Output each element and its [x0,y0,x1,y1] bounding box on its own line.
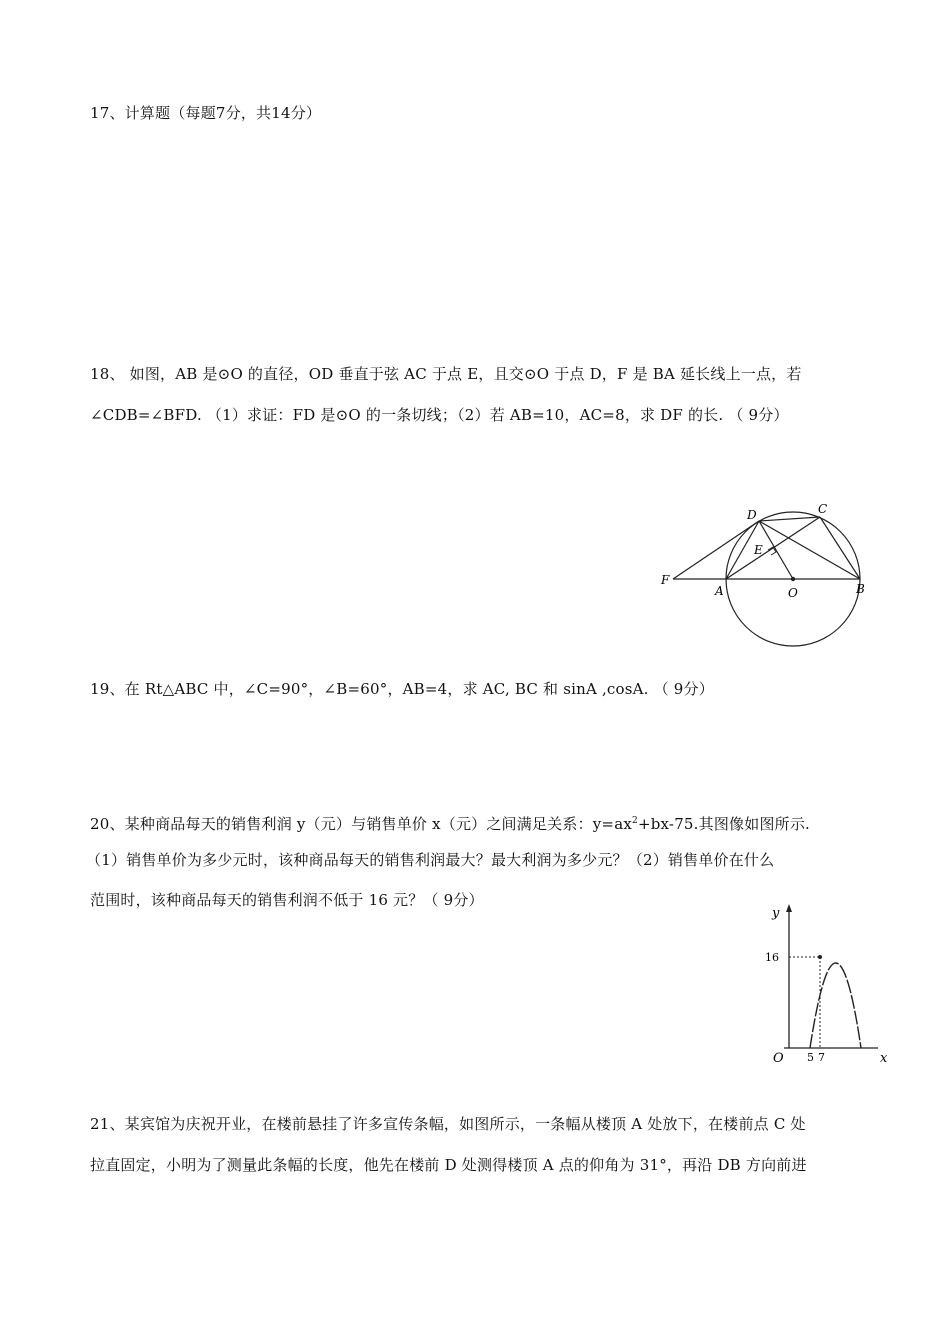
question-17-text: 17、计算题（每题7分，共14分） [90,104,322,122]
y-tick-16: 16 [765,951,779,964]
question-18-line-2: ∠CDB=∠BFD. （1）求证：FD 是⊙O 的一条切线；（2）若 AB=10，AC=8，求 DF 的长. （ 9分） [90,406,789,424]
question-21-line-2: 拉直固定，小明为了测量此条幅的长度，他先在楼前 D 处测得楼顶 A 点的仰角为 31°，再沿 DB 方向前进 [90,1156,807,1174]
parabola-curve [810,963,861,1048]
question-20-line-1 [90,813,810,834]
line-fd [673,521,759,579]
label-o: O [788,586,798,600]
line-od [759,521,793,579]
question-20-superscript: 2 [632,816,638,826]
question-20-line-3: 范围时，该种商品每天的销售利润不低于 16 元？（ 9分） [90,891,484,909]
label-f: F [661,573,670,587]
line-db [759,521,860,579]
line-cb [820,517,860,579]
point-7-16 [818,955,822,959]
label-b: B [856,582,865,596]
line-dc [759,517,820,521]
y-axis-label: y [772,906,780,921]
question-18-line-1: 18、 如图，AB 是⊙O 的直径，OD 垂直于弦 AC 于点 E，且交⊙O 于点 D，F 是 BA 延长线上一点，若 [90,365,802,383]
question-20-parabola-graph [758,900,898,1065]
label-c: C [818,502,828,516]
question-21-line-1: 21、某宾馆为庆祝开业，在楼前悬挂了许多宣传条幅，如图所示，一条幅从楼顶 A 处放下，在楼前点 C 处 [90,1115,806,1133]
x-axis-label: x [880,1051,888,1065]
origin-label: O [773,1051,784,1065]
question-18-circle-figure [655,500,875,660]
question-20-line-1-a: 20、某种商品每天的销售利润 y（元）与销售单价 x（元）之间满足关系：y=ax [90,815,633,833]
x-tick-5: 5 [807,1051,814,1064]
label-e: E [754,543,763,557]
y-axis-arrow [786,904,792,912]
x-tick-7: 7 [818,1051,825,1064]
label-d: D [747,508,757,522]
question-20-line-1-b: +bx-75.其图像如图所示. [637,815,811,833]
center-point [791,577,795,581]
question-20-line-2: （1）销售单价为多少元时，该种商品每天的销售利润最大？最大利润为多少元？（2）销售单价在什么 [86,851,775,869]
question-19-text: 19、在 Rt△ABC 中，∠C=90°，∠B=60°，AB=4，求 AC, BC 和 sinA ,cosA. （ 9分） [90,680,714,698]
label-a: A [715,584,724,598]
